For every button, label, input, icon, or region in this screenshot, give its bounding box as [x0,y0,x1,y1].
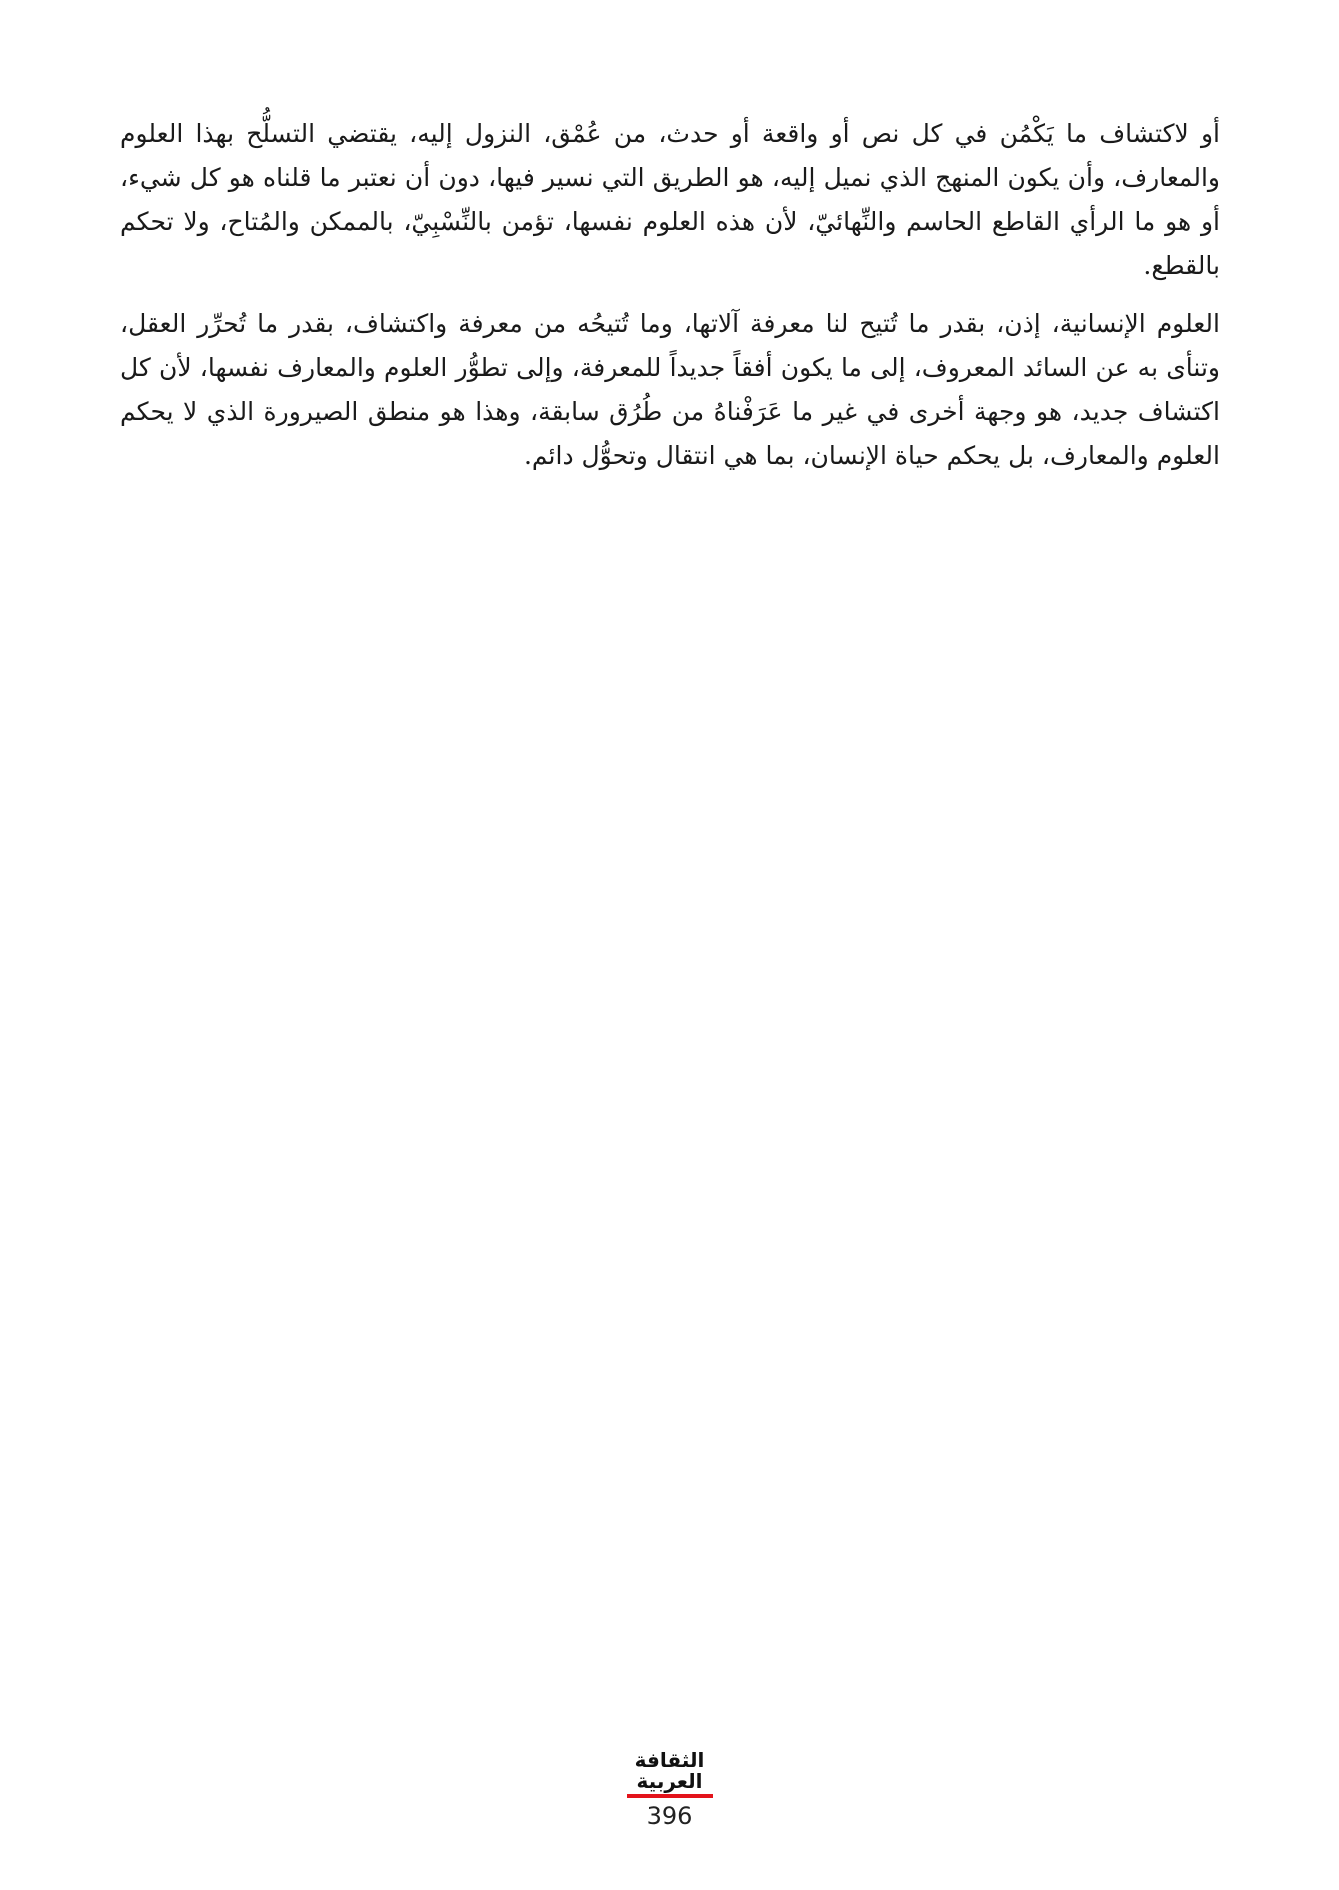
page-footer [0,1750,1339,1830]
logo-line-2: العربية [636,1769,703,1793]
publication-logo [627,1750,713,1798]
logo-accent-bar [627,1794,713,1798]
page-body [120,112,1220,492]
paragraph-2: العلوم الإنسانية، إذن، بقدر ما تُتيح لنا معرفة آلاتها، وما تُتيحُه من معرفة واكتشاف، بقدر ما تُحرِّر العقل، وتنأى به عن السائد المعروف، إلى ما يكون أفقاً جديداً للمعرفة، وإلى تطوُّر العلوم والمعارف نفسها، لأن كل اكتشاف جديد، هو وجهة أخرى في غير ما عَرَفْناهُ من طُرُق سابقة، وهذا هو منطق الصيرورة الذي لا يحكم العلوم والمعارف، بل يحكم حياة الإنسان، بما هي انتقال وتحوُّل دائم. [120,309,1220,470]
page-number: 396 [646,1802,693,1830]
logo-line-1: الثقافة [634,1748,705,1772]
paragraph-1: أو لاكتشاف ما يَكْمُن في كل نص أو واقعة أو حدث، من عُمْق، النزول إليه، يقتضي التسلُّح بهذا العلوم والمعارف، وأن يكون المنهج الذي نميل إليه، هو الطريق التي نسير فيها، دون أن نعتبر ما قلناه هو كل شيء، أو هو ما الرأي القاطع الحاسم والنِّهائيّ، لأن هذه العلوم نفسها، تؤمن بالنِّسْبِيّ، بالممكن والمُتاح، ولا تحكم بالقطع. [120,119,1220,280]
